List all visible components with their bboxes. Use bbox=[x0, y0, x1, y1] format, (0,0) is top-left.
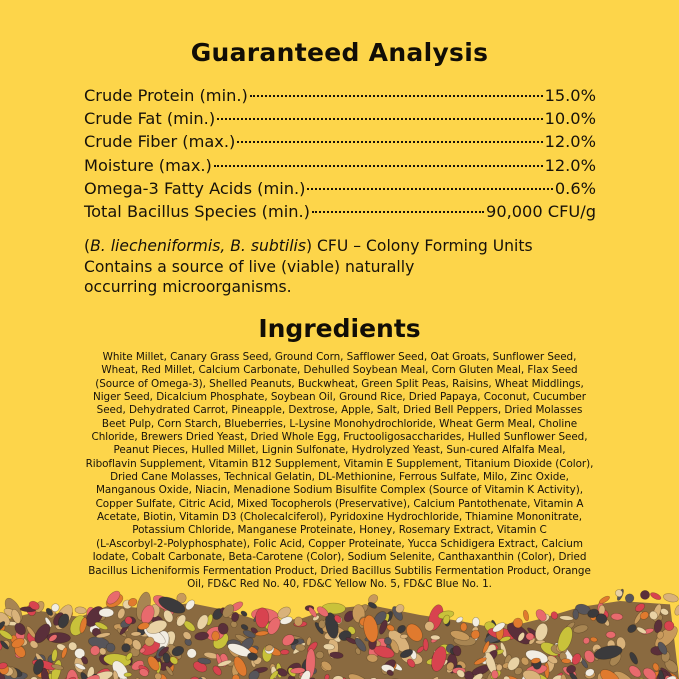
dot-leader bbox=[312, 211, 484, 213]
note-line-3: occurring microorganisms. bbox=[84, 278, 292, 296]
analysis-label: Moisture (max.) bbox=[84, 155, 212, 175]
analysis-row bbox=[84, 84, 596, 107]
dot-leader bbox=[307, 188, 552, 190]
dot-leader bbox=[217, 118, 542, 120]
dot-leader bbox=[237, 141, 542, 143]
ingredients-line: Niger Seed, Dicalcium Phosphate, Soybean Oil, Ground Rice, Dried Papaya, Coconut, Cucumber bbox=[92, 391, 586, 404]
ingredients-line: Chloride, Brewers Dried Yeast, Dried Whole Egg, Fructooligosaccharides, Hulled Sunflower Seed, bbox=[91, 431, 588, 444]
note-line-2: Contains a source of live (viable) naturally bbox=[84, 257, 415, 276]
note-line-1 bbox=[84, 236, 604, 257]
analysis-label: Crude Protein (min.) bbox=[84, 86, 248, 105]
analysis-value: 90,000 CFU/g bbox=[486, 201, 596, 221]
guaranteed-analysis-heading: Guaranteed Analysis bbox=[190, 38, 489, 67]
ingredients-line: Dried Cane Molasses, Technical Gelatin, DL-Methionine, Ferrous Sulfate, Milo, Zinc Oxide, bbox=[110, 471, 569, 484]
ingredients-heading: Ingredients bbox=[258, 314, 421, 343]
ingredients-line: (Source of Omega-3), Shelled Peanuts, Buckwheat, Green Split Peas, Raisins, Wheat Middlings, bbox=[95, 377, 584, 390]
ingredients-list bbox=[58, 351, 621, 591]
bacillus-note bbox=[84, 236, 604, 298]
guaranteed-analysis-table bbox=[84, 84, 596, 223]
analysis-value: 12.0% bbox=[544, 155, 596, 175]
ingredients-line: Copper Sulfate, Citric Acid, Mixed Tocopherols (Preservative), Calcium Pantothenate, Vitamin A bbox=[95, 497, 584, 510]
seed-mix-image bbox=[0, 585, 679, 679]
analysis-row bbox=[84, 130, 596, 153]
ingredients-line: Seed, Dehydrated Carrot, Pineapple, Dextrose, Apple, Salt, Dried Bell Peppers, Dried Molasses bbox=[96, 404, 583, 417]
ingredients-line: Manganous Oxide, Niacin, Menadione Sodium Bisulfite Complex (Source of Vitamin K Activity), bbox=[96, 484, 583, 497]
ingredients-line: Potassium Chloride, Manganese Proteinate, Honey, Rosemary Extract, Vitamin C bbox=[132, 524, 547, 537]
ingredients-line: Wheat, Red Millet, Calcium Carbonate, Dehulled Soybean Meal, Corn Gluten Meal, Flax Seed bbox=[101, 364, 578, 377]
cfu-definition: ) CFU – Colony Forming Units bbox=[306, 237, 533, 255]
analysis-label: Total Bacillus Species (min.) bbox=[84, 201, 310, 221]
analysis-value: 15.0% bbox=[544, 86, 596, 105]
analysis-row bbox=[84, 177, 596, 200]
ingredients-line: White Millet, Canary Grass Seed, Ground Corn, Safflower Seed, Oat Groats, Sunflower Seed, bbox=[102, 351, 577, 363]
ingredients-line: Iodate, Cobalt Carbonate, Beta-Carotene (Color), Sodium Selenite, Canthaxanthin (Color), Dried bbox=[92, 551, 587, 564]
dot-leader bbox=[214, 165, 543, 167]
bacillus-species: B. liecheniformis, B. subtilis bbox=[90, 237, 306, 255]
analysis-row bbox=[84, 107, 596, 130]
ingredients-line: Riboflavin Supplement, Vitamin B12 Supplement, Vitamin E Supplement, Titanium Dioxide (Color), bbox=[85, 457, 594, 470]
note-paren: ( bbox=[84, 237, 91, 255]
ingredients-line: (L-Ascorbyl-2-Polyphosphate), Folic Acid, Copper Proteinate, Yucca Schidigera Extract, Calcium bbox=[96, 537, 583, 550]
ingredients-line: Oil, FD&C Red No. 40, FD&C Yellow No. 5, FD&C Blue No. 1. bbox=[187, 577, 492, 590]
analysis-label: Crude Fat (min.) bbox=[84, 109, 216, 129]
analysis-label: Crude Fiber (max.) bbox=[84, 132, 236, 152]
analysis-row bbox=[84, 154, 596, 177]
ingredients-line: Bacillus Licheniformis Fermentation Product, Dried Bacillus Subtilis Fermentation Product, Orange bbox=[88, 564, 591, 577]
ingredients-line: Acetate, Biotin, Vitamin D3 (Cholecalciferol), Pyridoxine Hydrochloride, Thiamine Mononitrate, bbox=[97, 511, 582, 524]
ingredients-line: Peanut Pieces, Hulled Millet, Lignin Sulfonate, Hydrolyzed Yeast, Sun-cured Alfalfa Meal, bbox=[113, 444, 566, 457]
analysis-value: 10.0% bbox=[544, 109, 596, 129]
dot-leader bbox=[250, 95, 543, 97]
analysis-row bbox=[84, 200, 596, 223]
analysis-value: 0.6% bbox=[554, 178, 596, 198]
ingredients-line: Beet Pulp, Corn Starch, Blueberries, L-Lysine Monohydrochloride, Wheat Germ Meal, Choline bbox=[101, 417, 578, 430]
analysis-value: 12.0% bbox=[544, 132, 596, 152]
analysis-label: Omega-3 Fatty Acids (min.) bbox=[84, 178, 306, 198]
